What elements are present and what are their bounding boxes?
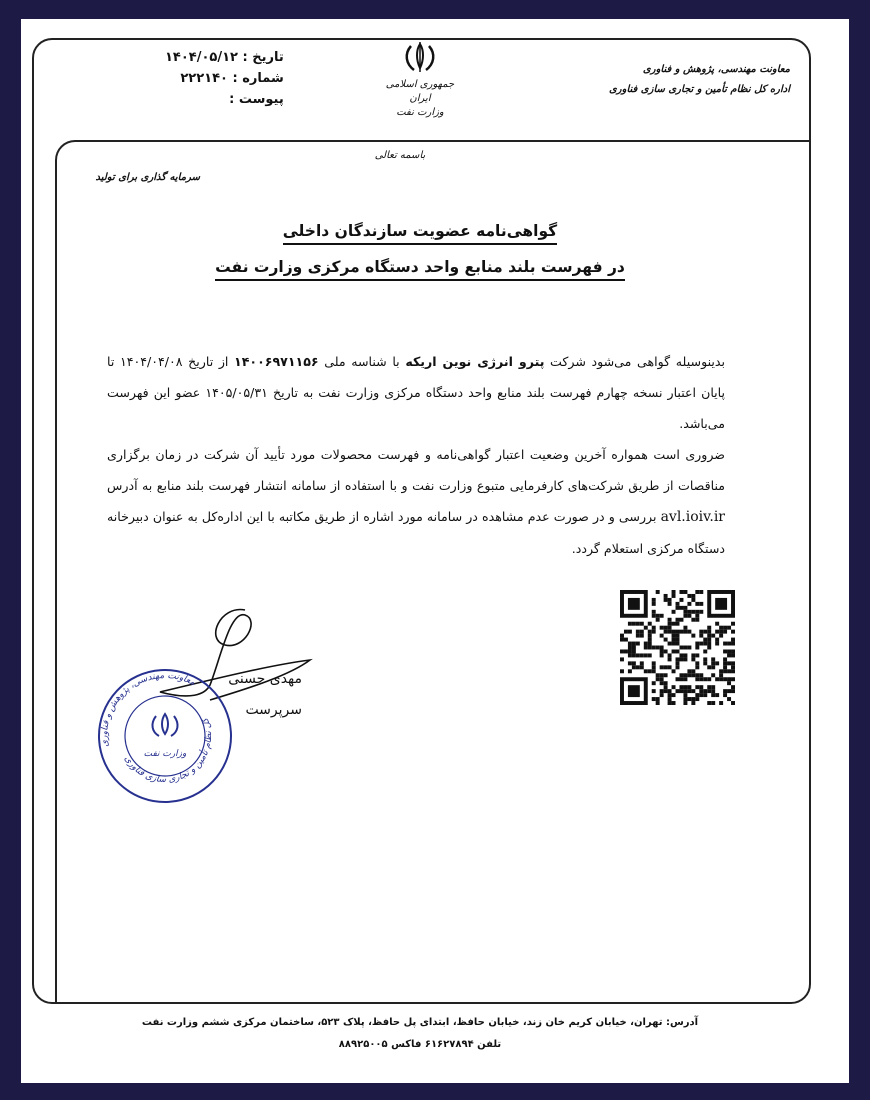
emblem-caption-ministry: وزارت نفت xyxy=(396,107,444,118)
footer-address: آدرس: تهران، خیابان کریم خان زند، خیابان حافظ، ابتدای پل حافظ، پلاک ۵۲۳، ساختمان مرکزی ششم وزارت نفت xyxy=(141,1017,699,1028)
company-name: پترو انرژی نوین اریکه xyxy=(405,354,545,369)
iran-emblem-icon xyxy=(400,40,440,74)
stamp-center-text: وزارت نفت xyxy=(143,749,187,759)
year-motto: سرمایه گذاری برای تولید xyxy=(95,172,200,183)
footer xyxy=(60,1012,780,1056)
invocation: باسمه تعالی xyxy=(374,150,426,161)
signatory-title: سرپرست xyxy=(245,702,302,718)
certificate-body xyxy=(107,346,725,564)
date-value: ۱۴۰۴/۰۵/۱۲ xyxy=(165,50,238,65)
national-id: ۱۴۰۰۶۹۷۱۱۵۶ xyxy=(234,354,319,369)
stamp-outer-text: معاونت مهندسی، پژوهش و فناوری xyxy=(99,670,197,748)
dept-line-1: معاونت مهندسی، پژوهش و فناوری xyxy=(642,64,790,75)
emblem-caption-country: جمهوری اسلامی ایران xyxy=(385,79,455,104)
body-paragraph-2: ضروری است همواره آخرین وضعیت اعتبار گواهی‌نامه و فهرست محصولات مورد تأیید آن شرکت در زمان برگزاری مناقصات از طریق شرکت‌های کارفرمایی متبوع وزارت نفت و با استفاده از سامانه انتشار فهرست بلند منابع به آدرس avl.ioiv.ir بررسی و در صورت عدم مشاهده در سامانه مورد اشاره از طریق مکاتبه با این اداره‌کل به عنوان دبیرخانه دستگاه مرکزی استعلام گردد. xyxy=(107,447,725,556)
certificate-title-line-2: در فهرست بلند منابع واحد دستگاه مرکزی وزارت نفت xyxy=(150,258,690,276)
department-block xyxy=(590,60,790,100)
stamp-inner-text: کل نظام تأمین و تجاری سازی فناوری xyxy=(121,716,215,786)
number-value: ۲۲۲۱۴۰ xyxy=(180,71,228,86)
website-address: avl.ioiv.ir xyxy=(660,509,725,525)
certificate-title-line-1: گواهی‌نامه عضویت سازندگان داخلی xyxy=(150,222,690,240)
attachment-row: پیوست : xyxy=(229,92,284,107)
qr-code-icon xyxy=(620,590,735,705)
letter-meta xyxy=(165,50,284,113)
date-row: تاریخ : ۱۴۰۴/۰۵/۱۲ xyxy=(165,50,284,65)
dept-line-2: اداره کل نظام تأمین و تجاری سازی فناوری xyxy=(608,84,790,95)
footer-phone: تلفن ۶۱۶۲۷۸۹۴ فاکس ۸۸۹۲۵۰۰۵ xyxy=(338,1039,502,1050)
official-stamp xyxy=(95,666,235,806)
emblem-block xyxy=(384,40,456,120)
body-paragraph-1: بدینوسیله گواهی می‌شود شرکت پترو انرژی نوین اریکه با شناسه ملی ۱۴۰۰۶۹۷۱۱۵۶ از تاریخ ۱۴۰۴/۰۴/۰۸ تا پایان اعتبار نسخه چهارم فهرست بلند منابع واحد دستگاه مرکزی وزارت نفت به تاریخ ۱۴۰۵/۰۵/۳۱ عضو این فهرست می‌باشد. xyxy=(107,354,726,431)
stamp-emblem-icon xyxy=(152,714,177,736)
number-row: شماره : ۲۲۲۱۴۰ xyxy=(180,71,284,86)
signatory-name: مهدی حسنی xyxy=(228,671,302,687)
